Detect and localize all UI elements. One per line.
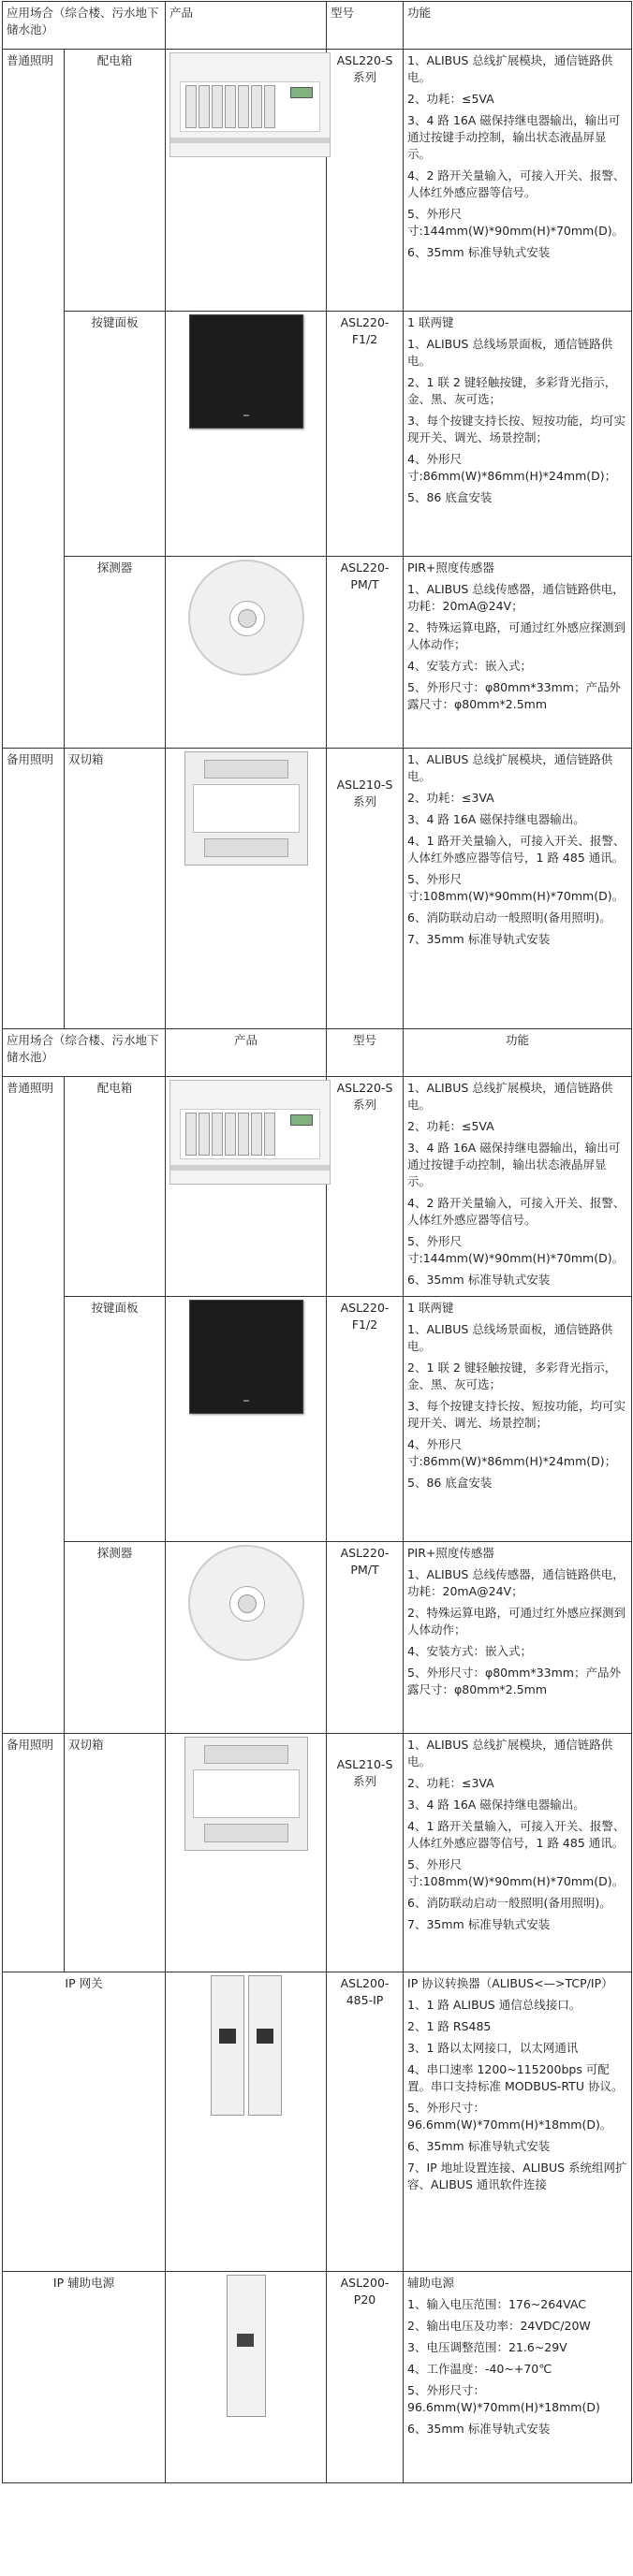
model-text: ASL200-485-IP [340,1976,390,2007]
feature-line: 2、1 联 2 键轻触按键，多彩背光指示，金、黑、灰可选； [407,1361,617,1391]
table-header-row [3,2,632,50]
feature-line: 5、外形尺寸:144mm(W)*90mm(H)*70mm(D)。 [407,1234,625,1265]
ip-gateway-image [211,1975,282,2116]
feature-cell [404,557,632,749]
product-name: IP 网关 [3,1972,166,2272]
distribution-box-image [169,52,331,157]
feature-line: 1、ALIBUS 总线场景面板，通信链路供电。 [407,1322,613,1353]
group-backup-lighting: 备用照明 [3,1734,65,1972]
header-function: 功能 [404,2,632,50]
feature-cell [404,1972,632,2272]
feature-line: 5、外形尺寸：96.6mm(W)*70mm(H)*18mm(D)。 [407,2101,612,2132]
product-name: 双切箱 [65,1734,166,1972]
feature-line: 辅助电源 [407,2276,455,2290]
header-product: 产品 [166,1029,327,1077]
table-row [3,1734,632,1972]
product-name: 探测器 [65,1542,166,1734]
feature-line: 5、外形尺寸:144mm(W)*90mm(H)*70mm(D)。 [407,207,625,238]
table-row [3,1542,632,1734]
feature-line: 2、功耗：≤3VA [407,791,494,805]
product-image [166,1297,327,1542]
feature-line: 2、特殊运算电路，可通过红外感应探测到人体动作； [407,1606,626,1637]
table-row [3,1077,632,1297]
feature-line: 1、ALIBUS 总线扩展模块，通信链路供电。 [407,53,613,84]
model-cell [327,1542,404,1734]
product-name: 按键面板 [65,1297,166,1542]
model-text: ASL210-S 系列 [336,778,393,808]
table-row [3,1972,632,2272]
model-cell [327,1734,404,1972]
ip-power-image [227,2275,266,2417]
feature-cell [404,1734,632,1972]
group-normal-lighting: 普通照明 [3,1077,65,1734]
feature-line: 4、2 路开关量输入，可接入开关、报警、人体红外感应器等信号。 [407,168,626,199]
distribution-box-image [169,1080,331,1185]
product-name: 按键面板 [65,312,166,557]
feature-cell [404,1297,632,1542]
feature-line: 7、IP 地址设置连接、ALIBUS 系统组网扩容、ALIBUS 通讯软件连接 [407,2161,627,2191]
feature-line: 1 联两键 [407,1301,454,1315]
feature-line: 1、1 路 ALIBUS 通信总线接口。 [407,1998,581,2012]
table-row [3,1297,632,1542]
switch-box-image [184,1737,308,1851]
table-header-row [3,1029,632,1077]
feature-line: 1、ALIBUS 总线扩展模块，通信链路供电。 [407,752,613,783]
feature-line: 3、4 路 16A 磁保持继电器输出，输出可通过按键手动控制，输出状态液晶屏显示。 [407,1141,621,1188]
model-text: ASL220-S 系列 [336,53,393,84]
detector-image [188,560,304,676]
group-normal-lighting: 普通照明 [3,50,65,749]
feature-line: 4、串口速率 1200~115200bps 可配置。串口支持标准 MODBUS-RTU 协议。 [407,2062,624,2093]
product-image [166,557,327,749]
model-text: ASL210-S 系列 [336,1757,393,1788]
feature-line: 2、功耗：≤5VA [407,1119,494,1133]
model-cell [327,749,404,1029]
feature-cell [404,50,632,312]
model-cell [327,1077,404,1297]
feature-line: 4、1 路开关量输入，可接入开关、报警、人体红外感应器等信号，1 路 485 通讯。 [407,834,626,865]
model-cell [327,557,404,749]
header-application: 应用场合（综合楼、污水地下储水池） [3,2,166,50]
table-row [3,50,632,312]
product-image [166,312,327,557]
product-image [166,749,327,1029]
feature-line: 6、35mm 标准导轨式安装 [407,2422,551,2436]
feature-line: 2、功耗：≤5VA [407,92,494,106]
product-image [166,2272,327,2483]
header-model: 型号 [327,1029,404,1077]
feature-line: IP 协议转换器（ALIBUS<—>TCP/IP） [407,1976,613,1990]
product-name: 探测器 [65,557,166,749]
feature-cell [404,312,632,557]
model-cell [327,1972,404,2272]
feature-line: 3、每个按键支持长按、短按功能，均可实现开关、调光、场景控制； [407,1399,626,1430]
feature-line: 7、35mm 标准导轨式安装 [407,1917,551,1931]
product-name: 配电箱 [65,1077,166,1297]
feature-line: 5、外形尺寸：φ80mm*33mm；产品外露尺寸：φ80mm*2.5mm [407,1666,621,1696]
switch-box-image [184,751,308,866]
feature-line: 4、外形尺寸:86mm(W)*86mm(H)*24mm(D)； [407,1437,617,1468]
product-name: IP 辅助电源 [3,2272,166,2483]
feature-line: 6、消防联动启动一般照明(备用照明)。 [407,910,611,924]
model-text: ASL220-F1/2 [340,1301,390,1332]
feature-line: 2、特殊运算电路，可通过红外感应探测到人体动作； [407,620,626,651]
feature-line: 4、安装方式：嵌入式； [407,1644,532,1658]
feature-line: 4、外形尺寸:86mm(W)*86mm(H)*24mm(D)； [407,452,617,483]
feature-line: 5、外形尺寸：96.6mm(W)*70mm(H)*18mm(D) [407,2383,600,2414]
table-row [3,312,632,557]
product-name: 配电箱 [65,50,166,312]
feature-line: 6、35mm 标准导轨式安装 [407,2139,551,2153]
product-name: 双切箱 [65,749,166,1029]
feature-line: 4、2 路开关量输入，可接入开关、报警、人体红外感应器等信号。 [407,1196,626,1227]
header-application: 应用场合（综合楼、污水地下储水池） [3,1029,166,1077]
table-row [3,557,632,749]
feature-line: 1 联两键 [407,315,454,329]
model-text: ASL220-PM/T [340,560,390,591]
feature-line: 3、4 路 16A 磁保持继电器输出。 [407,812,585,826]
model-cell [327,2272,404,2483]
product-image [166,1542,327,1734]
feature-line: 3、电压调整范围：21.6~29V [407,2340,567,2354]
feature-cell [404,1077,632,1297]
feature-line: 2、功耗：≤3VA [407,1776,494,1790]
model-text: ASL220-PM/T [340,1546,390,1577]
product-image [166,1972,327,2272]
feature-line: 3、4 路 16A 磁保持继电器输出，输出可通过按键手动控制，输出状态液晶屏显示。 [407,113,621,161]
feature-line: 1、ALIBUS 总线传感器，通信链路供电，功耗：20mA@24V； [407,1567,625,1598]
feature-line: 6、35mm 标准导轨式安装 [407,245,551,259]
feature-line: 6、消防联动启动一般照明(备用照明)。 [407,1896,611,1910]
product-image [166,1734,327,1972]
header-product: 产品 [166,2,327,50]
feature-line: 2、1 联 2 键轻触按键，多彩背光指示，金、黑、灰可选； [407,375,617,406]
detector-image [188,1545,304,1661]
button-panel-image [189,314,303,429]
feature-line: 7、35mm 标准导轨式安装 [407,932,551,946]
feature-cell [404,749,632,1029]
feature-line: PIR+照度传感器 [407,1546,494,1560]
feature-line: 1、输入电压范围：176~264VAC [407,2297,586,2311]
feature-line: 3、4 路 16A 磁保持继电器输出。 [407,1797,585,1812]
feature-line: 2、1 路 RS485 [407,2019,492,2033]
header-model: 型号 [327,2,404,50]
model-text: ASL220-F1/2 [340,315,390,346]
feature-line: 5、86 底盒安装 [407,1476,493,1490]
model-cell [327,50,404,312]
feature-line: 1、ALIBUS 总线扩展模块，通信链路供电。 [407,1738,613,1768]
feature-line: 5、外形尺寸:108mm(W)*90mm(H)*70mm(D)。 [407,872,625,903]
feature-line: 1、ALIBUS 总线场景面板，通信链路供电。 [407,337,613,368]
table-row [3,2272,632,2483]
feature-line: 4、安装方式：嵌入式； [407,659,532,673]
feature-line: 4、1 路开关量输入，可接入开关、报警、人体红外感应器等信号，1 路 485 通讯。 [407,1819,626,1850]
feature-line: 5、外形尺寸:108mm(W)*90mm(H)*70mm(D)。 [407,1857,625,1888]
feature-line: 3、1 路以太网接口，以太网通讯 [407,2041,579,2055]
product-image [166,50,327,312]
feature-line: 1、ALIBUS 总线扩展模块，通信链路供电。 [407,1081,613,1112]
model-cell [327,1297,404,1542]
feature-line: 1、ALIBUS 总线传感器，通信链路供电，功耗：20mA@24V； [407,582,625,613]
model-text: ASL200-P20 [340,2276,390,2307]
model-text: ASL220-S 系列 [336,1081,393,1112]
product-table [2,1,632,2483]
feature-line: 5、外形尺寸：φ80mm*33mm；产品外露尺寸：φ80mm*2.5mm [407,680,621,711]
feature-line: 2、输出电压及功率：24VDC/20W [407,2319,591,2333]
model-cell [327,312,404,557]
feature-line: 6、35mm 标准导轨式安装 [407,1273,551,1287]
feature-line: 5、86 底盒安装 [407,490,493,504]
group-backup-lighting: 备用照明 [3,749,65,1029]
table-row [3,749,632,1029]
feature-cell [404,2272,632,2483]
feature-cell [404,1542,632,1734]
feature-line: 3、每个按键支持长按、短按功能，均可实现开关、调光、场景控制； [407,414,626,444]
product-image [166,1077,327,1297]
feature-line: 4、工作温度：-40~+70℃ [407,2362,552,2376]
header-function: 功能 [404,1029,632,1077]
button-panel-image [189,1300,303,1414]
feature-line: PIR+照度传感器 [407,560,494,575]
